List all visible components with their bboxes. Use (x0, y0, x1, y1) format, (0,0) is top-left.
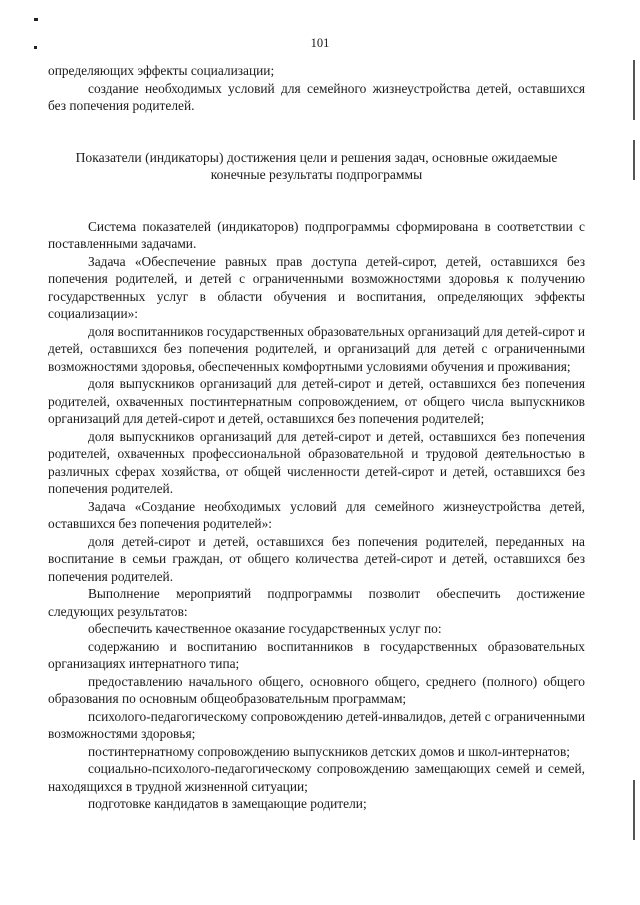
paragraph: доля воспитанников государственных образовательных организаций для детей-сирот и детей, оставшихся без попечения родителей, и организаций для детей с ограниченными возможностями здоровья, обеспеченных комфортными условиями обучения и проживания; (48, 323, 586, 374)
paragraph: социально-психолого-педагогическому сопровождению замещающих семей и семей, находящихся в трудной жизненной ситуации; (48, 761, 585, 794)
paragraph: Выполнение мероприятий подпрограммы позволит обеспечить достижение следующих результатов: (48, 586, 585, 619)
paragraph: Система показателей (индикаторов) подпрограммы сформирована в соответствии с поставленными задачами. (48, 218, 585, 251)
document-body (48, 62, 585, 813)
paragraph: предоставлению начального общего, основного общего, среднего (полного) общего образования по основным общеобразовательным программам; (48, 673, 585, 706)
paragraph: постинтернатному сопровождению выпускников детских домов и школ-интернатов; (88, 743, 571, 759)
paragraph: содержанию и воспитанию воспитанников в государственных образовательных организациях интернатного типа; (48, 638, 585, 671)
scan-edge (633, 60, 635, 120)
intro-line-1: определяющих эффекты социализации; (48, 63, 275, 78)
paragraph: Задача «Обеспечение равных прав доступа детей-сирот, детей, оставшихся без попечения родителей, и детей с ограниченными возможностями здоровья к получению государственных услуг в области обучения и воспитания, определяющих эффекты социализации»: (48, 253, 585, 321)
paragraph: доля выпускников организаций для детей-сирот и детей, оставшихся без попечения родителей, охваченных профессиональной образовательной и трудовой деятельностью в различных сферах хозяйства, от общей численности детей-сирот и детей, оставшихся без попечения родителей. (48, 428, 585, 496)
section-heading: Показатели (индикаторы) достижения цели и решения задач, основные ожидаемые конечные результаты подпрограммы (75, 149, 558, 182)
scan-edge (633, 140, 635, 180)
scan-mark (34, 18, 38, 21)
intro-line-2: создание необходимых условий для семейного жизнеустройства детей, оставшихся без попечения родителей. (48, 80, 585, 113)
paragraph: Задача «Создание необходимых условий для семейного жизнеустройства детей, оставшихся без попечения родителей»: (48, 498, 585, 531)
paragraph: подготовке кандидатов в замещающие родители; (88, 796, 367, 811)
paragraph: обеспечить качественное оказание государственных услуг по: (88, 621, 442, 636)
paragraph: психолого-педагогическому сопровождению детей-инвалидов, детей с ограниченными возможностями здоровья; (48, 708, 585, 741)
page-number: 101 (310, 36, 330, 50)
scan-edge (633, 780, 635, 840)
paragraph: доля выпускников организаций для детей-сирот и детей, оставшихся без попечения родителей, охваченных постинтернатным сопровождением, от общего числа выпускников организаций для детей-сирот и детей, оставшихся без попечения родителей; (48, 376, 585, 426)
paragraph: доля детей-сирот и детей, оставшихся без попечения родителей, переданных на воспитание в семьи граждан, от общего количества детей-сирот и детей, оставшихся без попечения родителей. (48, 533, 585, 584)
